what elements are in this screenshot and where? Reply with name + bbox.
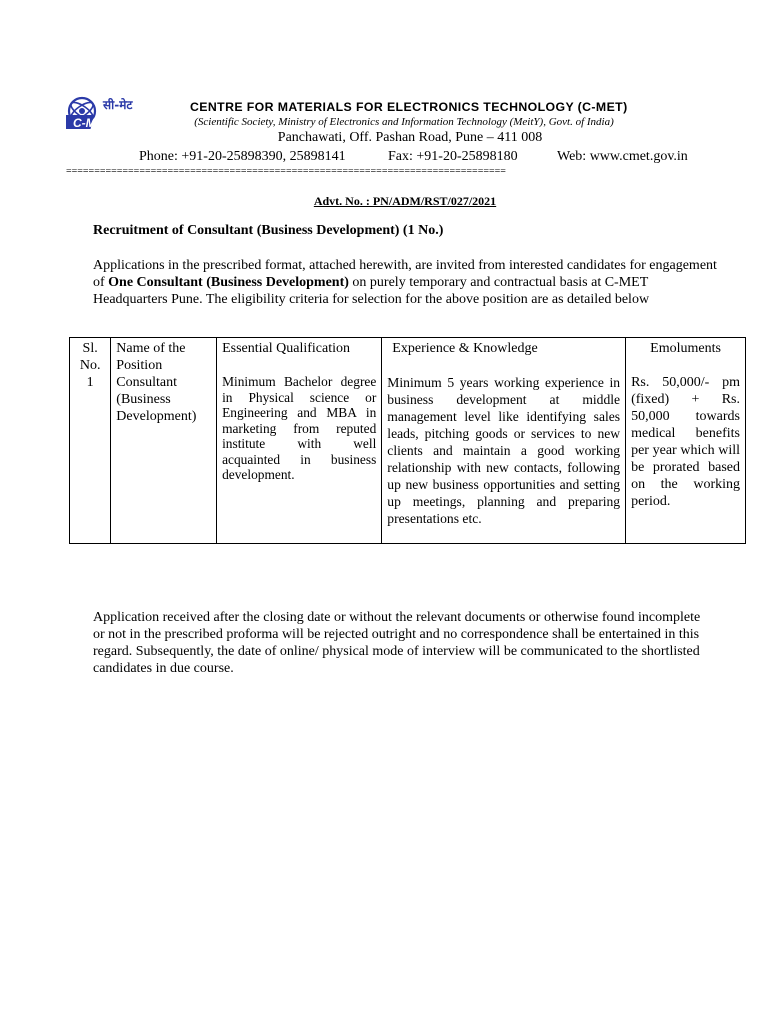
advertisement-number: Advt. No. : PN/ADM/RST/027/2021 — [313, 194, 497, 208]
page-title: Recruitment of Consultant (Business Development) (1 No.) — [93, 223, 444, 238]
intro-paragraph — [93, 257, 723, 308]
logo-latin-text: C-MET — [73, 116, 111, 130]
org-subtitle: (Scientific Society, Ministry of Electronics and Information Technology (MeitY), Govt. of India) — [194, 116, 614, 128]
table-row — [70, 374, 746, 544]
experience-text: Minimum 5 years working experience in business development at middle management level like identifying sales leads, pitching goods or services to new clients and maintain a good working relationship with new contacts, following up new business opportunities and setting up meetings, planning and preparing presentations etc. — [387, 375, 621, 526]
header-divider: ============================================================================== — [66, 166, 506, 177]
intro-text-part1: Applications in the prescribed format, attached herewith, are invited from interested candidates for engagement of — [93, 258, 717, 290]
closing-paragraph: Application received after the closing date or without the relevant documents or otherwise found incomplete or not in the prescribed proforma will be rejected outright and no correspondence shall be entertained in this regard. Subsequently, the date of online/ physical mode of interview will be communicated to the shortlisted candidates in due course. — [93, 610, 701, 676]
cell-experience — [382, 374, 626, 544]
org-name: CENTRE FOR MATERIALS FOR ELECTRONICS TECHNOLOGY (C-MET) — [190, 100, 628, 114]
intro-text-bold: One Consultant (Business Development) — [108, 275, 349, 290]
fax-text: Fax: +91-20-25898180 — [388, 149, 518, 164]
header-emoluments: Emoluments — [626, 338, 746, 375]
header-experience: Experience & Knowledge — [382, 338, 626, 375]
org-address: Panchawati, Off. Pashan Road, Pune – 411 008 — [277, 130, 543, 145]
phone-text: Phone: +91-20-25898390, 25898141 — [139, 149, 346, 164]
header-qualification: Essential Qualification — [217, 338, 382, 375]
logo-hindi-text: सी-मेट — [103, 98, 133, 112]
qualification-text: Minimum Bachelor degree in Physical science or Engineering and MBA in marketing from reputed institute with well acquainted in business development. — [222, 374, 377, 482]
intro-text-part2: on purely temporary and contractual basis at C-MET Headquarters Pune. The eligibility criteria for selection for the above position are as detailed below — [93, 275, 650, 307]
header-position-name: Name of the Position — [111, 338, 217, 375]
header-sl-no: Sl. No. — [70, 338, 111, 375]
cell-position-name: Consultant (Business Development) — [111, 374, 217, 544]
table-header-row — [70, 338, 746, 375]
cell-emoluments: Rs. 50,000/- pm (fixed) + Rs. 50,000 towards medical benefits per year which will be prorated based on the working period. — [626, 374, 746, 544]
cell-sl-no: 1 — [70, 374, 111, 544]
eligibility-table — [69, 337, 746, 544]
cell-qualification — [217, 374, 382, 544]
web-text: Web: www.cmet.gov.in — [557, 149, 688, 164]
